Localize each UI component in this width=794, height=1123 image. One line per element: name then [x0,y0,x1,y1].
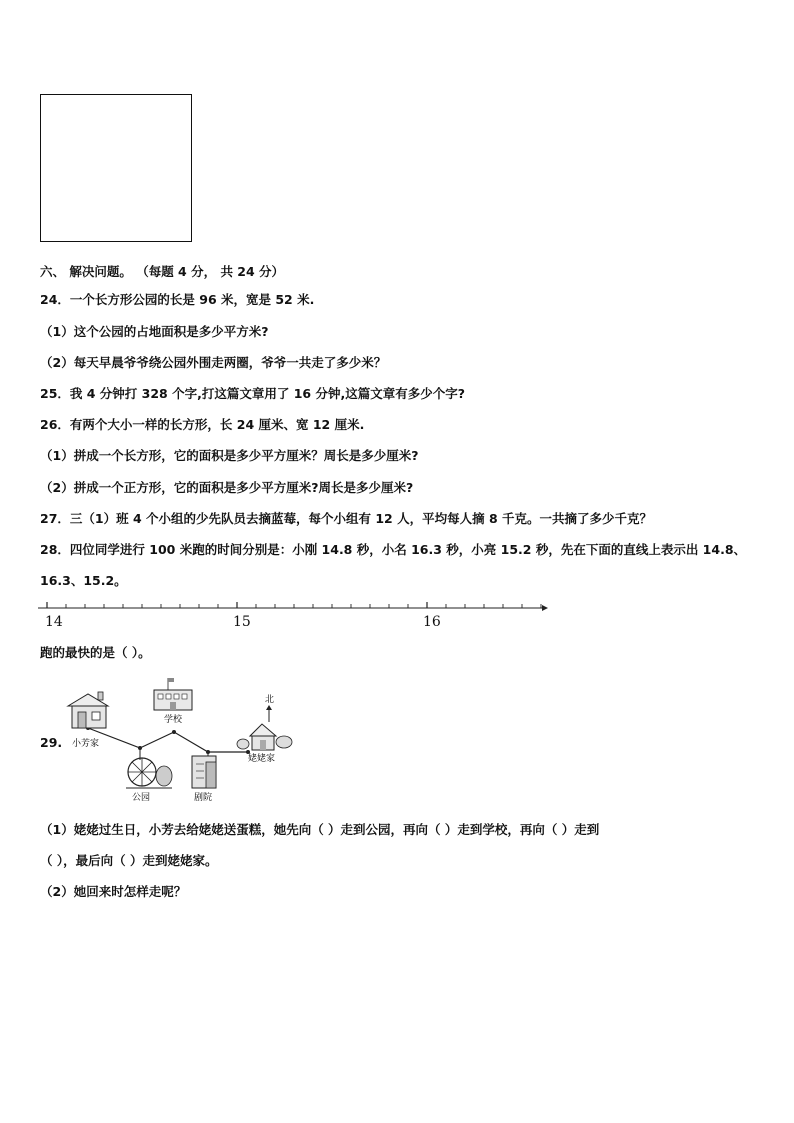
number-line-label-16: 16 [423,614,441,630]
route-map [60,676,310,808]
question-27-stem: 27．三（1）班 4 个小组的少先队员去摘蓝莓，每个小组有 12 人，平均每人摘 8 千克。一共摘了多少千克？ [40,511,652,526]
park-icon [126,758,172,788]
number-line-label-15: 15 [233,614,251,630]
question-29-part-1-line-1: （1）姥姥过生日，小芳去给姥姥送蛋糕，她先向（ ）走到公园，再向（ ）走到学校，再向（ ）走到 [40,822,600,837]
place-label-xiaofang-home: 小芳家 [72,739,100,749]
question-26-part-2: （2）拼成一个正方形，它的面积是多少平方厘米?周长是多少厘米? [40,480,414,495]
question-29-part-2: （2）她回来时怎样走呢？ [40,884,187,899]
question-24-part-1: （1）这个公园的占地面积是多少平方米? [40,324,269,339]
question-25-stem: 25．我 4 分钟打 328 个字,打这篇文章用了 16 分钟,这篇文章有多少个字? [40,386,465,401]
section-heading: 六、 解决问题。 （每题 4 分， 共 24 分） [40,264,285,279]
number-line-label-14: 14 [45,614,63,630]
question-24-part-2: （2）每天早晨爷爷绕公园外围走两圈，爷爷一共走了多少米？ [40,355,387,370]
theater-icon [192,756,216,788]
place-label-park: 公园 [132,793,151,803]
grandma-house-icon [237,724,292,750]
question-28-answer-prompt: 跑的最快的是（ ）。 [40,645,151,660]
drawing-square-box [40,94,192,242]
place-label-theater: 剧院 [194,793,213,803]
question-29-part-1-line-2: （ ），最后向（ ）走到姥姥家。 [40,853,218,868]
question-26-part-1: （1）拼成一个长方形，它的面积是多少平方厘米？周长是多少厘米? [40,448,419,463]
question-24-stem: 24．一个长方形公园的长是 96 米，宽是 52 米. [40,292,315,307]
number-line [30,596,560,616]
school-icon [154,678,192,710]
question-26-stem: 26．有两个大小一样的长方形，长 24 厘米、宽 12 厘米. [40,417,365,432]
question-29-number: 29. [40,735,63,750]
north-arrow-icon [266,705,272,710]
home-icon [68,692,108,728]
question-28-stem-line-1: 28．四位同学进行 100 米跑的时间分别是：小刚 14.8 秒，小名 16.3 秒，小亮 15.2 秒，先在下面的直线上表示出 14.8、 [40,542,747,557]
question-28-stem-line-2: 16.3、15.2。 [40,573,127,588]
place-label-grandma-home: 姥姥家 [248,754,276,764]
north-label: 北 [265,695,275,705]
place-label-school: 学校 [164,715,183,725]
